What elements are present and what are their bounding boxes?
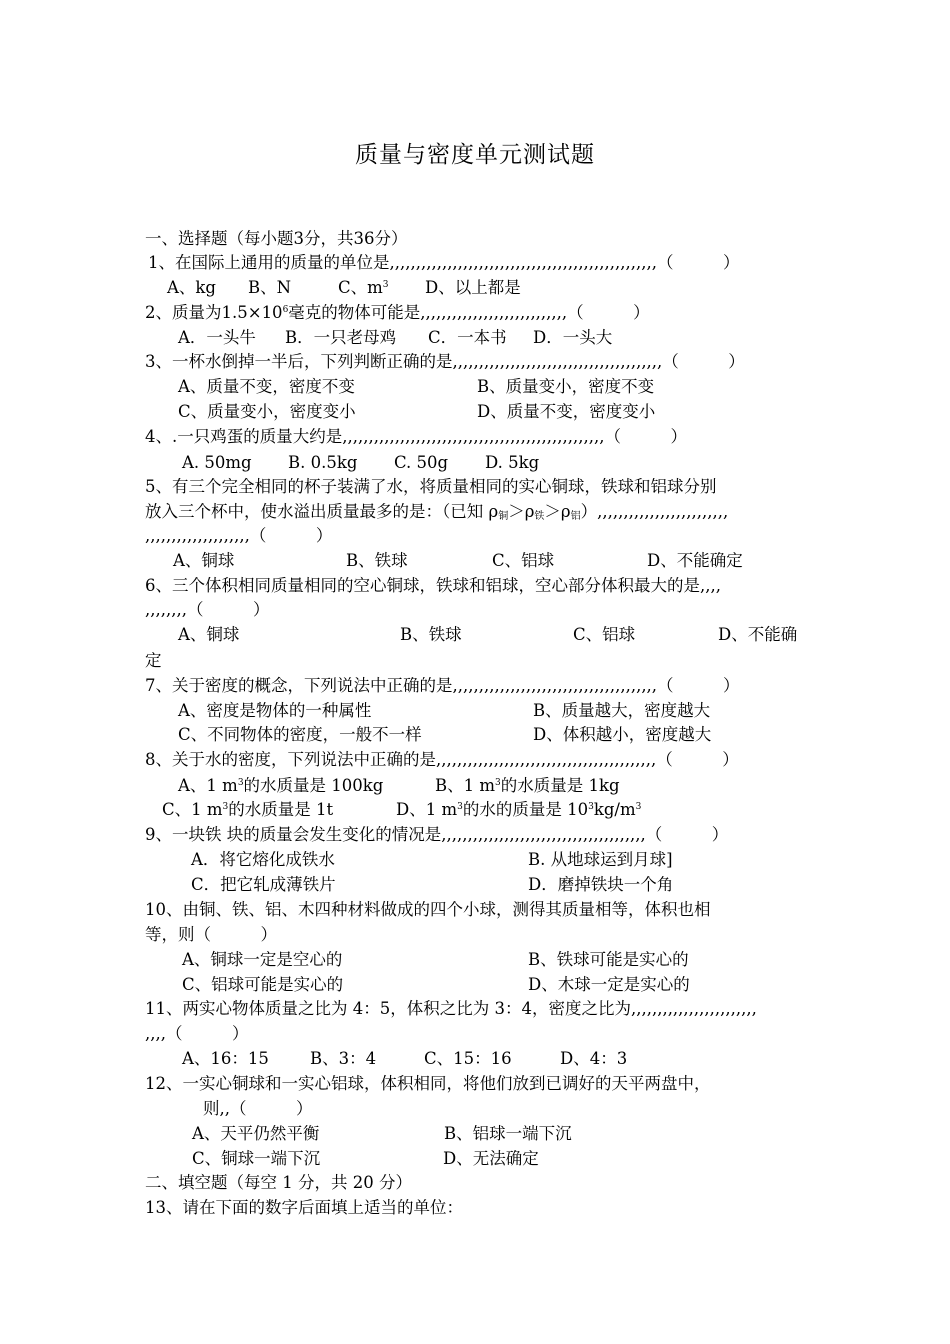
q6-option-d-wrap: 定 xyxy=(145,651,162,670)
q8-option-a: A、1 $m^3$的水质量是 100kg xyxy=(178,776,384,795)
q10-option-a: A、铜球一定是空心的 xyxy=(182,950,343,969)
q5-option-a: A、铜球 xyxy=(173,551,235,570)
q12-option-d: D、无法确定 xyxy=(443,1149,539,1168)
question-7-stem: 7、关于密度的概念，下列说法中正确的是,,,,,,,,,,,,,,,,,,,,,,,,,,,,,,,,,,,,,,,（ ） xyxy=(145,676,740,695)
question-6-line-2: ,,,,,,,,（ ） xyxy=(145,600,270,619)
q9-option-b: B. 从地球运到月球] xyxy=(528,850,673,869)
q4-option-a: A. 50mg xyxy=(182,453,252,472)
q12-option-c: C、铜球一端下沉 xyxy=(192,1149,321,1168)
q6-option-d: D、不能确 xyxy=(718,625,798,644)
q3-option-c: C、质量变小，密度变小 xyxy=(178,402,356,421)
q11-option-d: D、4：3 xyxy=(560,1049,628,1068)
q3-option-a: A、质量不变，密度不变 xyxy=(178,377,355,396)
question-12-line-1: 12、一实心铜球和一实心铝球，体积相同，将他们放到已调好的天平两盘中， xyxy=(145,1074,711,1093)
q8-option-b: B、1 $m^3$的水质量是 1kg xyxy=(435,776,620,795)
q7-option-b: B、质量越大，密度越大 xyxy=(533,701,711,720)
q9-option-c: C．把它轧成薄铁片 xyxy=(191,875,336,894)
question-11-line-1: 11、两实心物体质量之比为 4：5，体积之比为 3：4，密度之比为,,,,,,,,,,,,,,,,,,,,,,,, xyxy=(145,999,757,1018)
q8-option-d: D、1 $m^3$的水的质量是 $10^3kg/m^3$ xyxy=(396,800,642,819)
question-13-stem: 13、请在下面的数字后面填上适当的单位： xyxy=(145,1198,463,1217)
q4-option-c: C. 50g xyxy=(394,453,449,472)
q6-option-b: B、铁球 xyxy=(400,625,462,644)
question-5-line-2: 放入三个杯中，使水溢出质量最多的是：（已知 $\rho_铜>\rho_铁>\rho_铝$）,,,,,,,,,,,,,,,,,,,,,,,,, xyxy=(145,502,729,522)
q11-option-c: C、15：16 xyxy=(424,1049,512,1068)
q2-option-d: D．一头大 xyxy=(533,328,613,347)
q11-option-b: B、3：4 xyxy=(310,1049,377,1068)
page-title: 质量与密度单元测试题 xyxy=(355,142,595,168)
q12-option-a: A、天平仍然平衡 xyxy=(192,1124,320,1143)
question-4-stem: 4、.一只鸡蛋的质量大约是,,,,,,,,,,,,,,,,,,,,,,,,,,,,,,,,,,,,,,,,,,,,,,,,,,（ ） xyxy=(145,427,687,446)
q6-option-c: C、铝球 xyxy=(573,625,636,644)
q5-option-c: C、铝球 xyxy=(492,551,555,570)
question-5-line-1: 5、有三个完全相同的杯子装满了水，将质量相同的实心铜球，铁球和铝球分别 xyxy=(145,477,717,496)
question-8-stem: 8、关于水的密度，下列说法中正确的是,,,,,,,,,,,,,,,,,,,,,,,,,,,,,,,,,,,,,,,,,,（ ） xyxy=(145,750,739,769)
q10-option-c: C、铝球可能是实心的 xyxy=(182,975,344,994)
q4-option-d: D. 5kg xyxy=(485,453,540,472)
question-12-line-2: 则,,（ ） xyxy=(203,1099,313,1118)
q5-option-d: D、不能确定 xyxy=(647,551,743,570)
q1-option-d: D、以上都是 xyxy=(425,278,521,297)
q8-option-c: C、1 $m^3$的水质量是 1t xyxy=(162,800,334,819)
q10-option-d: D、木球一定是实心的 xyxy=(528,975,690,994)
q1-option-c: C、$m^3$ xyxy=(338,278,389,297)
q6-option-a: A、铜球 xyxy=(178,625,240,644)
question-3-stem: 3、一杯水倒掉一半后，下列判断正确的是,,,,,,,,,,,,,,,,,,,,,,,,,,,,,,,,,,,,,,,,（ ） xyxy=(145,352,745,371)
q4-option-b: B. 0.5kg xyxy=(288,453,358,472)
question-9-stem: 9、一块铁 块的质量会发生变化的情况是,,,,,,,,,,,,,,,,,,,,,,,,,,,,,,,,,,,,,,,（ ） xyxy=(145,825,729,844)
q11-option-a: A、16：15 xyxy=(182,1049,269,1068)
question-10-line-2: 等，则（ ） xyxy=(145,925,277,944)
q2-option-b: B．一只老母鸡 xyxy=(285,328,397,347)
q7-option-d: D、体积越小，密度越大 xyxy=(533,725,712,744)
section-heading-fill-blank: 二、填空题（每空 1 分，共 20 分） xyxy=(145,1173,412,1192)
question-2-stem: 2、质量为$1.5\times 10^6$毫克的物体可能是,,,,,,,,,,,,,,,,,,,,,,,,,,,,（ ） xyxy=(145,303,650,322)
q5-option-b: B、铁球 xyxy=(346,551,408,570)
section-heading-choice: 一、选择题（每小题3分，共36分） xyxy=(145,229,408,248)
q7-option-c: C、不同物体的密度，一般不一样 xyxy=(178,725,422,744)
question-10-line-1: 10、由铜、铁、铝、木四种材料做成的四个小球，测得其质量相等，体积也相 xyxy=(145,900,711,919)
q1-option-a: A、kg xyxy=(167,278,216,297)
q2-option-a: A．一头牛 xyxy=(178,328,256,347)
question-1-stem: 1、在国际上通用的质量的单位是,,,,,,,,,,,,,,,,,,,,,,,,,,,,,,,,,,,,,,,,,,,,,,,,,,,（ ） xyxy=(148,253,740,272)
q9-option-a: A．将它熔化成铁水 xyxy=(191,850,335,869)
q12-option-b: B、铝球一端下沉 xyxy=(444,1124,572,1143)
q2-option-c: C．一本书 xyxy=(428,328,507,347)
q1-option-b: B、N xyxy=(248,278,292,297)
question-5-line-3: ,,,,,,,,,,,,,,,,,,,,（ ） xyxy=(145,526,333,545)
q3-option-d: D、质量不变，密度变小 xyxy=(477,402,656,421)
q10-option-b: B、铁球可能是实心的 xyxy=(528,950,689,969)
q9-option-d: D．磨掉铁块一个角 xyxy=(528,875,674,894)
question-11-line-2: ,,,,（ ） xyxy=(145,1024,249,1043)
q7-option-a: A、密度是物体的一种属性 xyxy=(178,701,372,720)
question-6-line-1: 6、三个体积相同质量相同的空心铜球，铁球和铝球，空心部分体积最大的是,,,, xyxy=(145,576,721,595)
q3-option-b: B、质量变小，密度不变 xyxy=(477,377,655,396)
